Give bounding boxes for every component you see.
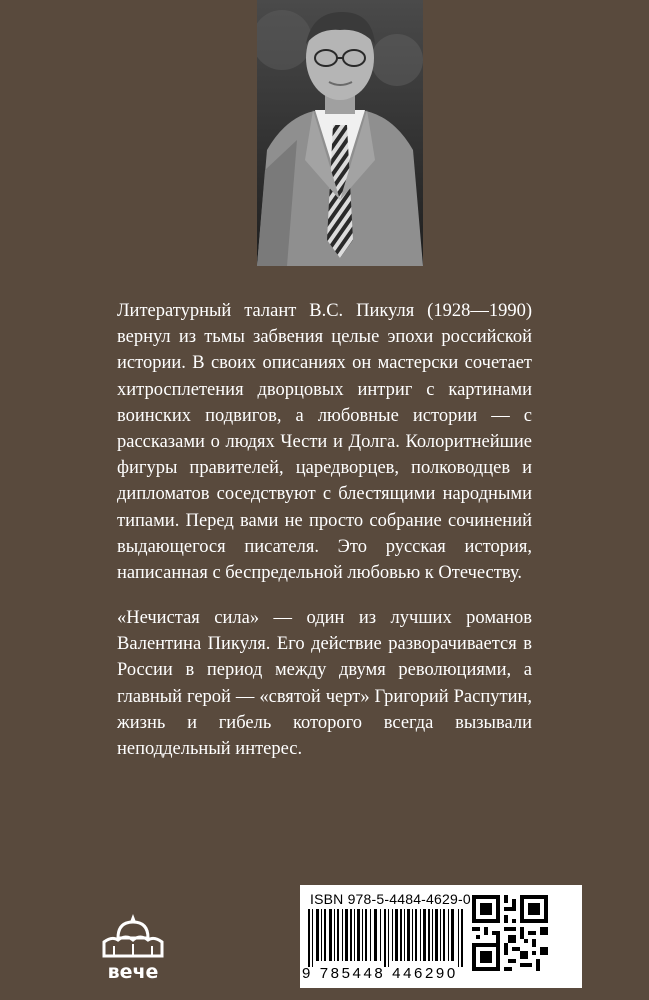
barcode-panel — [300, 885, 582, 988]
isbn-label: ISBN 978-5-4484-4629-0 — [310, 891, 471, 907]
publisher-name: вече — [107, 961, 159, 983]
author-photo — [257, 0, 423, 266]
barcode-icon — [308, 909, 464, 967]
blurb-text-2: «Нечистая сила» — один из лучших романов Валентина Пикуля. Его действие разворачивается в России в период между двумя революциями, а главный герой — «святой черт» Григорий Распутин, жизнь и гибель которого всегда вызывали неподдельный интерес. — [117, 608, 532, 760]
barcode-digits: 9 785448 446290 — [302, 965, 458, 982]
description-paragraph-2 — [117, 605, 532, 762]
blurb-text-1: Литературный талант В.С. Пикуля (1928—1990) вернул из тьмы забвения целые эпохи российской истории. В своих описаниях он мастерски сочетает хитросплетения дворцовых интриг с картинами воинских подвигов, а любовные истории — с рассказами о людях Чести и Долга. Колоритнейшие фигуры правителей, царедворцев, полководцев и дипломатов соседствуют с блестящими народными типами. Перед вами не просто собрание сочинений выдающегося писателя. Это русская история, написанная с беспредельной любовью к Отечеству. — [117, 301, 532, 584]
qr-code-icon — [472, 895, 548, 971]
publisher-logo — [98, 912, 168, 988]
description-paragraph-1 — [117, 298, 532, 586]
